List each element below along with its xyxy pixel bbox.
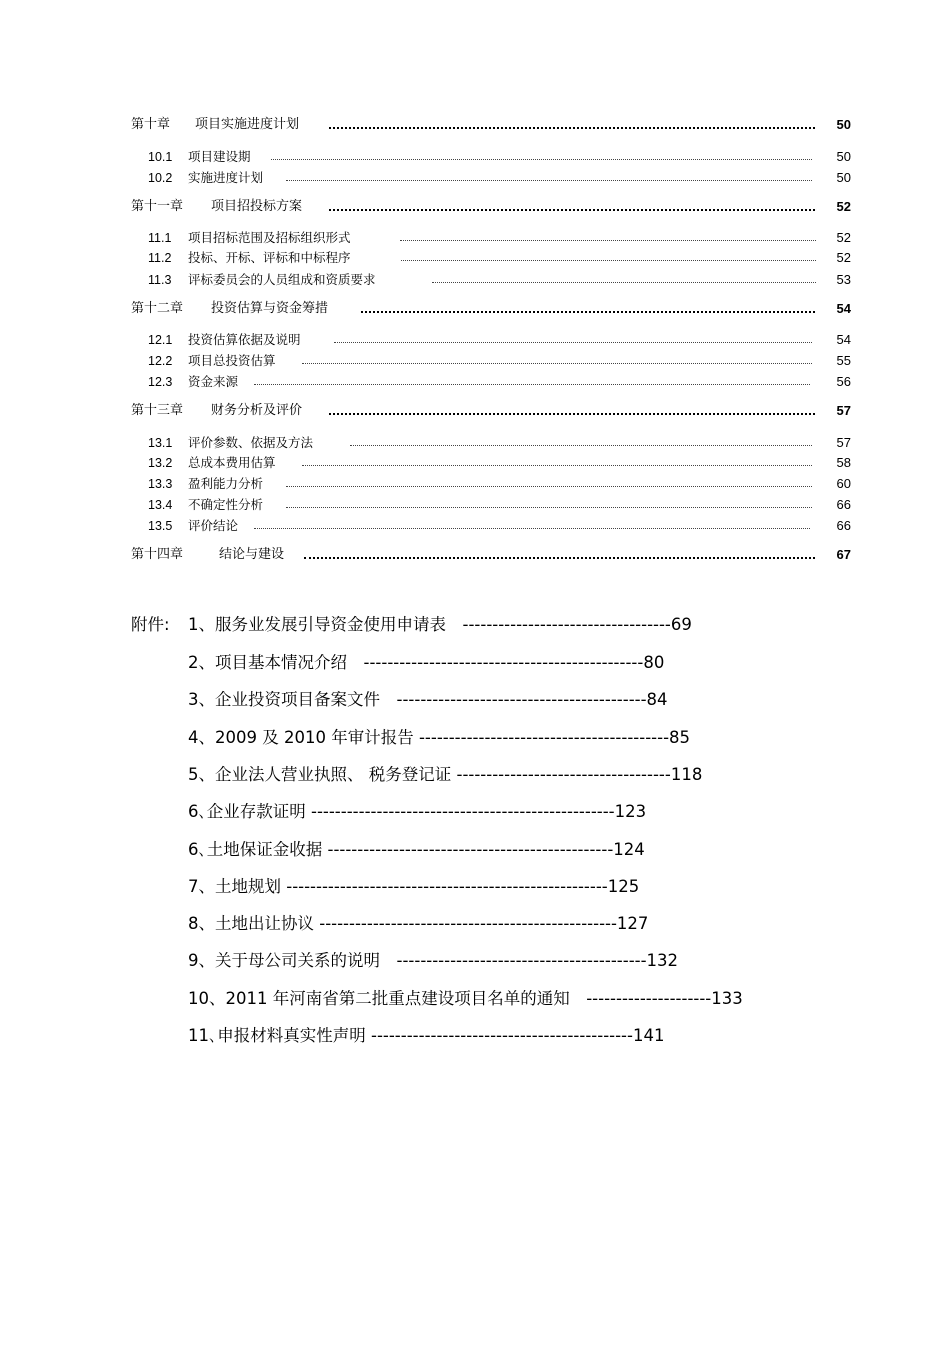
section-title: 不确定性分析 — [188, 497, 264, 512]
section-number: 13.2 — [148, 456, 173, 470]
attachment-text: 4、2009 及 2010 年审计报告 ------------------------------------------85 — [188, 728, 691, 747]
dot-leader — [329, 127, 815, 129]
section-title: 投标、开标、评标和中标程序 — [188, 250, 351, 265]
attachment-item[interactable] — [0, 912, 950, 936]
toc-section-11-3[interactable] — [0, 271, 950, 289]
page-number: 54 — [836, 301, 851, 316]
dot-leader — [286, 486, 812, 487]
attachment-item[interactable] — [0, 949, 950, 973]
attachment-item[interactable] — [0, 838, 950, 862]
attachment-text: 5、企业法人营业执照、 税务登记证 ------------------------------------118 — [188, 765, 703, 784]
section-title: 评价结论 — [188, 518, 239, 533]
toc-section-12-1[interactable] — [0, 331, 950, 349]
chapter-title: 投资估算与资金筹措 — [211, 301, 329, 316]
page-number: 66 — [836, 518, 851, 533]
toc-section-13-4[interactable] — [0, 496, 950, 514]
page-number: 57 — [836, 435, 851, 450]
page-number: 52 — [836, 230, 851, 245]
chapter-title: 结论与建设 — [219, 547, 285, 562]
chapter-number: 第十二章 — [131, 301, 184, 316]
dot-leader — [286, 507, 812, 508]
dot-leader — [254, 384, 810, 385]
section-number: 12.3 — [148, 375, 173, 389]
section-title: 资金来源 — [188, 374, 239, 389]
chapter-number: 第十三章 — [131, 403, 184, 418]
attachment-item[interactable] — [0, 651, 950, 675]
chapter-number: 第十四章 — [131, 547, 184, 562]
attachment-item[interactable] — [0, 1024, 950, 1048]
toc-section-11-2[interactable] — [0, 249, 950, 267]
section-title: 项目招标范围及招标组织形式 — [188, 230, 351, 245]
toc-section-12-3[interactable] — [0, 373, 950, 391]
section-number: 11.3 — [148, 273, 172, 287]
toc-section-13-1[interactable] — [0, 434, 950, 452]
toc-chapter-10[interactable] — [0, 116, 950, 134]
section-title: 投资估算依据及说明 — [188, 332, 301, 347]
section-number: 13.4 — [148, 498, 173, 512]
chapter-number: 第十一章 — [131, 199, 184, 214]
toc-section-13-5[interactable] — [0, 517, 950, 535]
page-number: 55 — [836, 353, 851, 368]
chapter-title: 项目招投标方案 — [211, 199, 303, 214]
toc-section-10-2[interactable] — [0, 169, 950, 187]
toc-section-12-2[interactable] — [0, 352, 950, 370]
section-number: 12.1 — [148, 333, 173, 347]
dot-leader — [286, 180, 812, 181]
section-title: 项目总投资估算 — [188, 353, 276, 368]
dot-leader — [350, 445, 812, 446]
section-number: 12.2 — [148, 354, 173, 368]
dot-leader — [432, 282, 816, 283]
dot-leader — [302, 465, 812, 466]
chapter-number: 第十章 — [131, 117, 171, 132]
section-number: 13.5 — [148, 519, 173, 533]
dot-leader — [271, 159, 812, 160]
dot-leader — [400, 240, 816, 241]
section-title: 项目建设期 — [188, 149, 251, 164]
chapter-title: 财务分析及评价 — [211, 403, 303, 418]
section-title: 总成本费用估算 — [188, 455, 276, 470]
attachment-text: 9、关于母公司关系的说明 ------------------------------------------132 — [188, 951, 679, 970]
attachment-text: 2、项目基本情况介绍 -----------------------------------------------80 — [188, 653, 665, 672]
dot-leader — [329, 209, 815, 211]
section-title: 评标委员会的人员组成和资质要求 — [188, 272, 376, 287]
attachment-item[interactable] — [0, 763, 950, 787]
attachment-item[interactable] — [0, 987, 950, 1011]
attachment-text: 6､企业存款证明 ---------------------------------------------------123 — [188, 802, 647, 821]
toc-section-13-3[interactable] — [0, 475, 950, 493]
attachment-item[interactable] — [0, 800, 950, 824]
section-number: 10.1 — [148, 150, 173, 164]
section-number: 11.2 — [148, 251, 172, 265]
page-number: 58 — [836, 455, 851, 470]
page-number: 50 — [836, 170, 851, 185]
section-title: 盈利能力分析 — [188, 476, 264, 491]
dot-leader — [254, 528, 810, 529]
section-number: 10.2 — [148, 171, 173, 185]
attachment-item[interactable] — [0, 726, 950, 750]
attachment-item[interactable] — [0, 613, 950, 637]
page-number: 67 — [836, 547, 851, 562]
toc-section-13-2[interactable] — [0, 454, 950, 472]
section-number: 13.3 — [148, 477, 173, 491]
toc-chapter-13[interactable] — [0, 402, 950, 420]
page-number: 56 — [836, 374, 851, 389]
dot-leader — [302, 363, 812, 364]
chapter-title: 项目实施进度计划 — [195, 117, 300, 132]
page-number: 60 — [836, 476, 851, 491]
attachment-text: 11､申报材料真实性声明 --------------------------------------------141 — [188, 1026, 665, 1045]
toc-chapter-11[interactable] — [0, 198, 950, 216]
attachment-item[interactable] — [0, 688, 950, 712]
section-title: 评价参数、依据及方法 — [188, 435, 314, 450]
toc-section-10-1[interactable] — [0, 148, 950, 166]
page-number: 50 — [836, 117, 851, 132]
attachment-text: 10、2011 年河南省第二批重点建设项目名单的通知 ---------------------133 — [188, 989, 743, 1008]
dot-leader — [361, 311, 815, 313]
section-title: 实施进度计划 — [188, 170, 264, 185]
attachment-item[interactable] — [0, 875, 950, 899]
dot-leader — [304, 557, 815, 559]
attachment-text: 3、企业投资项目备案文件 ------------------------------------------84 — [188, 690, 668, 709]
section-number: 11.1 — [148, 231, 172, 245]
page-number: 50 — [836, 149, 851, 164]
page-number: 52 — [836, 199, 851, 214]
dot-leader — [329, 413, 815, 415]
page-number: 54 — [836, 332, 851, 347]
attachment-text: 7、土地规划 ------------------------------------------------------125 — [188, 877, 640, 896]
dot-leader — [334, 342, 812, 343]
page-number: 52 — [836, 250, 851, 265]
toc-chapter-12[interactable] — [0, 300, 950, 318]
attachment-text: 6､土地保证金收据 ------------------------------------------------124 — [188, 840, 645, 859]
page-number: 66 — [836, 497, 851, 512]
section-number: 13.1 — [148, 436, 173, 450]
toc-section-11-1[interactable] — [0, 229, 950, 247]
attachment-text: 8、土地出让协议 --------------------------------------------------127 — [188, 914, 649, 933]
dot-leader — [401, 260, 816, 261]
page-number: 53 — [836, 272, 851, 287]
toc-chapter-14[interactable] — [0, 546, 950, 564]
attachment-text: 1、服务业发展引导资金使用申请表 -----------------------------------69 — [188, 615, 692, 634]
page-number: 57 — [836, 403, 851, 418]
attachments-label: 附件: — [131, 615, 170, 634]
